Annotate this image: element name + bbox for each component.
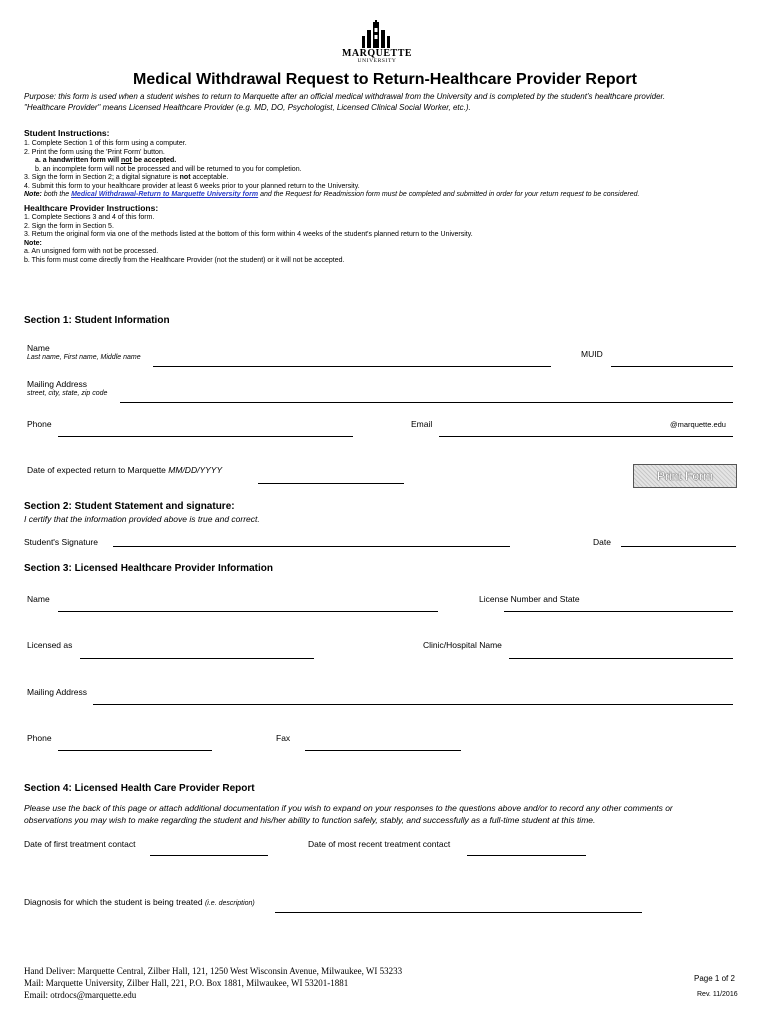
- student-signature-label: Student's Signature: [24, 537, 98, 547]
- provider-instruction-3: 3. Return the original form via one of the methods listed at the bottom of this form within 4 weeks of the student's planned return to the University.: [24, 231, 473, 238]
- license-label: License Number and State: [479, 594, 580, 604]
- provider-instruction-1: 1. Complete Sections 3 and 4 of this form.: [24, 214, 155, 221]
- provider-instruction-2: 2. Sign the form in Section 5.: [24, 222, 114, 230]
- student-instructions-heading: Student Instructions:: [24, 128, 110, 138]
- student-name-sub: Last name, First name, Middle name: [27, 354, 141, 361]
- certify-text: I certify that the information provided above is true and correct.: [24, 514, 260, 524]
- footer-email: Email: otrdocs@marquette.edu: [24, 990, 137, 1000]
- section4-intro-1: Please use the back of this page or attach additional documentation if you wish to expand on your responses to the questions above and/or to record any other comments or: [24, 803, 673, 813]
- section2-heading: Section 2: Student Statement and signature:: [24, 501, 235, 512]
- diagnosis-label: Diagnosis for which the student is being treated (i.e. description): [24, 897, 255, 907]
- section4-heading: Section 4: Licensed Health Care Provider Report: [24, 783, 255, 794]
- provider-name-label: Name: [27, 594, 50, 604]
- provider-note-a: a. An unsigned form with not be processed.: [24, 248, 159, 255]
- purpose-line-1: Purpose: this form is used when a student wishes to return to Marquette after an official medical withdrawal from the University and is completed by the student's healthcare provider.: [24, 92, 666, 101]
- diagnosis-field[interactable]: [275, 912, 642, 913]
- footer-hand-deliver: Hand Deliver: Marquette Central, Zilber Hall, 121, 1250 West Wisconsin Avenue, Milwaukee, WI 53233: [24, 966, 403, 976]
- revision-date: Rev. 11/2016: [697, 991, 738, 998]
- provider-address-field[interactable]: [93, 704, 733, 705]
- student-instruction-2: 2. Print the form using the 'Print Form' button.: [24, 148, 165, 156]
- logo-sub: UNIVERSITY: [357, 58, 397, 64]
- return-date-field[interactable]: [258, 483, 404, 484]
- student-instruction-1: 1. Complete Section 1 of this form using a computer.: [24, 140, 187, 147]
- signature-date-field[interactable]: [621, 546, 736, 547]
- fax-label: Fax: [276, 733, 291, 743]
- email-field[interactable]: [439, 436, 733, 437]
- withdrawal-form-link[interactable]: Medical Withdrawal-Return to Marquette University form: [71, 191, 259, 198]
- student-note: Note: both the Medical Withdrawal-Return to Marquette University form and the Request for Readmission form must be completed and submitted in order for your return request to be considered.: [24, 191, 640, 198]
- muid-field[interactable]: [611, 366, 733, 367]
- logo-name: MARQUETTE: [341, 48, 413, 59]
- student-signature-field[interactable]: [113, 546, 510, 547]
- purpose-line-2: "Healthcare Provider" means Licensed Healthcare Provider (e.g. MD, DO, Psychologist, Licensed Clinical Social Worker, etc.).: [24, 103, 471, 112]
- student-phone-label: Phone: [27, 419, 52, 429]
- muid-label: MUID: [581, 349, 603, 359]
- return-date-label: Date of expected return to Marquette MM/DD/YYYY: [27, 465, 223, 475]
- footer-mail: Mail: Marquette University, Zilber Hall, 221, P.O. Box 1881, Milwaukee, WI 53201-1881: [24, 978, 349, 988]
- first-contact-label: Date of first treatment contact: [24, 839, 136, 849]
- signature-date-label: Date: [593, 537, 611, 547]
- provider-note-label: Note:: [24, 239, 42, 247]
- student-instruction-4: 4. Submit this form to your healthcare provider at least 6 weeks prior to your planned return to the University.: [24, 182, 360, 190]
- clinic-label: Clinic/Hospital Name: [423, 640, 502, 650]
- email-label: Email: [411, 419, 433, 429]
- student-name-field[interactable]: [153, 366, 551, 367]
- section3-heading: Section 3: Licensed Healthcare Provider Information: [24, 563, 273, 574]
- mailing-address-label: Mailing Address: [27, 379, 88, 389]
- email-suffix: @marquette.edu: [670, 420, 726, 429]
- clinic-field[interactable]: [509, 658, 733, 659]
- section4-intro-2: observations you may wish to make regarding the student and his/her ability to function safely, stably, and successfully as a full-time student at this time.: [24, 815, 596, 825]
- page-number: Page 1 of 2: [694, 974, 735, 983]
- provider-name-field[interactable]: [58, 611, 438, 612]
- provider-phone-label: Phone: [27, 733, 52, 743]
- recent-contact-field[interactable]: [467, 855, 586, 856]
- student-instruction-2a: a. a handwritten form will not be accepted.: [35, 157, 177, 164]
- tower-icon: [358, 20, 394, 48]
- first-contact-field[interactable]: [150, 855, 268, 856]
- licensed-as-field[interactable]: [80, 658, 314, 659]
- fax-field[interactable]: [305, 750, 461, 751]
- print-form-button[interactable]: Print Form: [633, 464, 737, 488]
- recent-contact-label: Date of most recent treatment contact: [308, 839, 451, 849]
- mailing-address-field[interactable]: [120, 402, 733, 403]
- provider-phone-field[interactable]: [58, 750, 212, 751]
- student-name-label: Name: [27, 343, 50, 353]
- section1-heading: Section 1: Student Information: [24, 315, 170, 326]
- licensed-as-label: Licensed as: [27, 640, 73, 650]
- provider-note-b: b. This form must come directly from the Healthcare Provider (not the student) or it will not be accepted.: [24, 256, 345, 264]
- student-instruction-2b: b. an incomplete form will not be processed and will be returned to you for completion.: [35, 165, 302, 173]
- license-field[interactable]: [504, 611, 733, 612]
- provider-instructions-heading: Healthcare Provider Instructions:: [24, 203, 159, 213]
- provider-address-label: Mailing Address: [27, 687, 88, 697]
- mailing-address-sub: street, city, state, zip code: [27, 390, 108, 397]
- student-instruction-3: 3. Sign the form in Section 2; a digital signature is not acceptable.: [24, 174, 229, 181]
- page-title: Medical Withdrawal Request to Return-Healthcare Provider Report: [133, 71, 637, 88]
- student-phone-field[interactable]: [58, 436, 353, 437]
